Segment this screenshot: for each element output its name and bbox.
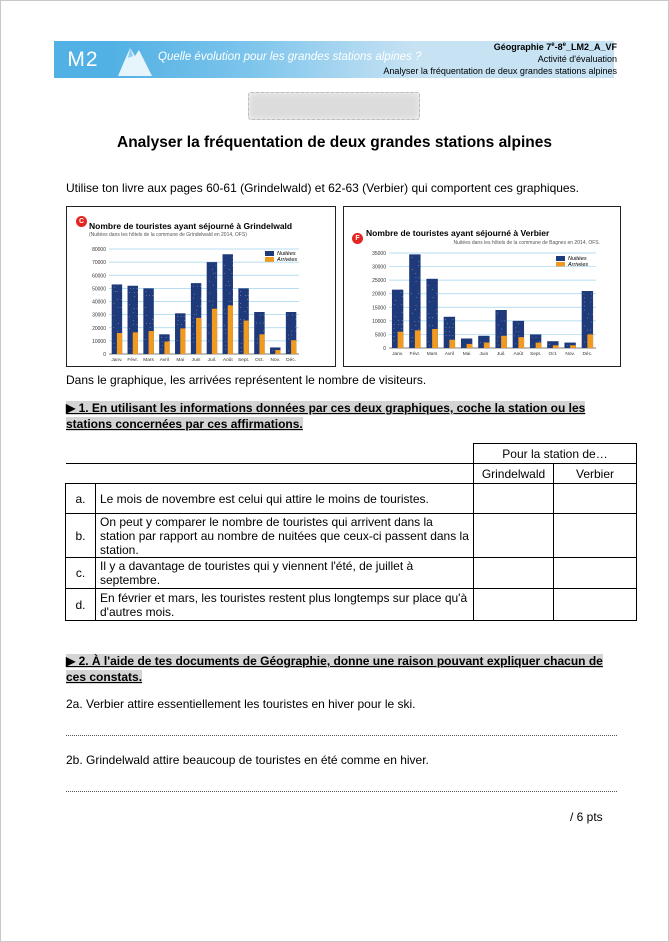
bar-arrivals xyxy=(553,345,559,348)
bar-arrivals xyxy=(180,328,185,354)
x-tick-label: Avril xyxy=(444,352,454,357)
y-tick-label: 20000 xyxy=(372,291,386,298)
checkbox-grindelwald-c[interactable] xyxy=(474,558,554,589)
checkbox-verbier-b[interactable] xyxy=(554,514,637,558)
y-tick-label: 40000 xyxy=(92,299,106,306)
row-letter: a. xyxy=(66,484,96,514)
bar-arrivals xyxy=(149,331,154,354)
x-tick-label: Oct. xyxy=(548,352,558,357)
row-letter: d. xyxy=(66,589,96,621)
score: / 6 pts xyxy=(570,810,603,824)
bar-arrivals xyxy=(228,305,233,354)
chart-subtitle: Nuitées dans les hôtels de la commune de Bagnes en 2014, OFS. xyxy=(453,240,600,246)
x-tick-label: Août xyxy=(513,352,524,357)
checkbox-verbier-c[interactable] xyxy=(554,558,637,589)
bar-arrivals xyxy=(117,333,122,354)
name-stamp xyxy=(248,92,420,120)
question2-heading: ▶ 2. À l'aide de tes documents de Géographie, donne une raison pouvant expliquer chacun de ces constats. xyxy=(66,654,603,684)
column-verbier: Verbier xyxy=(554,464,637,484)
banner-title: Quelle évolution pour les grandes stations alpines ? xyxy=(158,51,422,63)
bar-arrivals xyxy=(432,329,438,348)
bar-texture xyxy=(549,344,550,345)
bar-arrivals xyxy=(467,344,473,348)
answer-line-2b[interactable] xyxy=(66,791,617,792)
chart-badge: F xyxy=(352,233,363,244)
y-tick-label: 30000 xyxy=(372,264,386,271)
x-tick-label: Déc. xyxy=(286,358,297,363)
question1-heading: ▶ 1. En utilisant les informations données par ces deux graphiques, coche la station ou les stations concernées par ces affirmations. xyxy=(66,401,586,431)
bar-arrivals xyxy=(212,309,217,354)
x-tick-label: Févr. xyxy=(127,358,139,363)
chart-verbier xyxy=(343,206,621,367)
activity-title: Analyser la fréquentation de deux grandes stations alpines xyxy=(383,66,617,76)
bar-arrivals xyxy=(570,345,576,348)
table-row xyxy=(66,514,637,558)
table-row xyxy=(66,589,637,621)
column-grindelwald: Grindelwald xyxy=(474,464,554,484)
course-line: Géographie 7e-8e_LM2_A_VF xyxy=(493,42,617,52)
x-tick-label: Sept. xyxy=(530,352,542,357)
bar-arrivals xyxy=(196,318,201,354)
bar-arrivals xyxy=(415,330,421,348)
legend-arrivals: Arrivées xyxy=(277,257,298,263)
table-group-header: Pour la station de… xyxy=(474,444,637,464)
x-tick-label: Mars xyxy=(143,358,154,363)
bar-arrivals xyxy=(484,343,490,348)
x-tick-label: Mai xyxy=(176,358,185,363)
checkbox-grindelwald-a[interactable] xyxy=(474,484,554,514)
x-tick-label: Mai xyxy=(462,352,471,357)
bar-arrivals xyxy=(291,340,296,354)
x-tick-label: Nov. xyxy=(270,358,281,363)
x-tick-label: Juil. xyxy=(207,358,217,363)
bar-arrivals xyxy=(518,337,524,348)
x-tick-label: Juin xyxy=(479,352,489,357)
checkbox-grindelwald-d[interactable] xyxy=(474,589,554,621)
bar-arrivals xyxy=(275,350,280,354)
intro-text: Utilise ton livre aux pages 60-61 (Grindelwald) et 62-63 (Verbier) qui comportent ces graphiques. xyxy=(66,181,579,195)
table-row xyxy=(66,558,637,589)
chart-subtitle: (Nuitées dans les hôtels de la commune de Grindelwald en 2014, OFS) xyxy=(89,232,247,238)
note-text: Dans le graphique, les arrivées représentent le nombre de visiteurs. xyxy=(66,373,427,387)
y-tick-label: 30000 xyxy=(92,312,106,319)
x-tick-label: Déc. xyxy=(582,352,593,357)
row-statement: En février et mars, les touristes restent plus longtemps sur place qu'à d'autres mois. xyxy=(96,589,474,621)
chart-grindelwald xyxy=(66,206,336,367)
row-statement: Le mois de novembre est celui qui attire le moins de touristes. xyxy=(96,484,474,514)
y-tick-label: 10000 xyxy=(92,338,106,345)
y-tick-label: 80000 xyxy=(92,247,106,253)
x-tick-label: Janv. xyxy=(392,352,404,357)
y-tick-label: 35000 xyxy=(372,251,386,257)
table-row xyxy=(66,484,637,514)
checkbox-grindelwald-b[interactable] xyxy=(474,514,554,558)
x-tick-label: Juin xyxy=(191,358,201,363)
bar-arrivals xyxy=(133,332,138,354)
chart-plot-verbier xyxy=(344,207,620,366)
module-code: M2 xyxy=(54,41,112,78)
question1-table xyxy=(65,443,637,621)
x-tick-label: Avril xyxy=(159,358,170,363)
x-tick-label: Juil. xyxy=(496,352,506,357)
y-tick-label: 0 xyxy=(383,346,386,352)
x-tick-label: Oct. xyxy=(255,358,264,363)
mountain-icon xyxy=(116,44,156,76)
legend-nights: Nuitées xyxy=(568,256,587,262)
answer-line-2a[interactable] xyxy=(66,735,617,736)
y-tick-label: 15000 xyxy=(372,305,386,312)
row-letter: c. xyxy=(66,558,96,589)
x-tick-label: Janv. xyxy=(111,358,123,363)
bar-arrivals xyxy=(501,336,507,348)
x-tick-label: Sept. xyxy=(237,358,250,363)
chart-plot-grindelwald xyxy=(67,207,335,366)
y-tick-label: 60000 xyxy=(92,273,106,280)
x-tick-label: Août xyxy=(222,358,233,363)
chart-title: Nombre de touristes ayant séjourné à Grindelwald xyxy=(89,221,293,231)
y-tick-label: 20000 xyxy=(92,325,106,332)
bar-arrivals xyxy=(244,321,249,354)
y-tick-label: 10000 xyxy=(372,318,386,325)
chart-title: Nombre de touristes ayant séjourné à Verbier xyxy=(366,228,550,238)
row-statement: On peut y comparer le nombre de touristes qui arrivent dans la station par rapport au nombre de nuitées que ceux-ci passent dans la station. xyxy=(96,514,474,558)
question2b-text: 2b. Grindelwald attire beaucoup de touristes en été comme en hiver. xyxy=(66,753,429,767)
chart-badge: C xyxy=(76,216,87,227)
x-tick-label: Févr. xyxy=(409,352,421,357)
activity-type: Activité d'évaluation xyxy=(537,54,617,64)
y-tick-label: 70000 xyxy=(92,260,106,267)
row-statement: Il y a davantage de touristes qui y viennent l'été, de juillet à septembre. xyxy=(96,558,474,589)
x-tick-label: Mars xyxy=(426,352,438,357)
page-title: Analyser la fréquentation de deux grandes stations alpines xyxy=(117,134,552,151)
question2a-text: 2a. Verbier attire essentiellement les touristes en hiver pour le ski. xyxy=(66,697,416,711)
bar-arrivals xyxy=(536,343,542,348)
x-tick-label: Nov. xyxy=(565,352,575,357)
bar-arrivals xyxy=(259,334,264,354)
legend-arrivals: Arrivées xyxy=(568,262,589,268)
bar-arrivals xyxy=(449,340,455,348)
y-tick-label: 5000 xyxy=(374,332,386,339)
checkbox-verbier-a[interactable] xyxy=(554,484,637,514)
checkbox-verbier-d[interactable] xyxy=(554,589,637,621)
y-tick-label: 50000 xyxy=(92,286,106,293)
bar-arrivals xyxy=(164,342,169,354)
y-tick-label: 25000 xyxy=(372,278,386,285)
legend-nights: Nuitées xyxy=(277,251,296,257)
row-letter: b. xyxy=(66,514,96,558)
bar-arrivals xyxy=(398,332,404,348)
y-tick-label: 0 xyxy=(103,352,106,358)
bar-arrivals xyxy=(587,334,593,348)
